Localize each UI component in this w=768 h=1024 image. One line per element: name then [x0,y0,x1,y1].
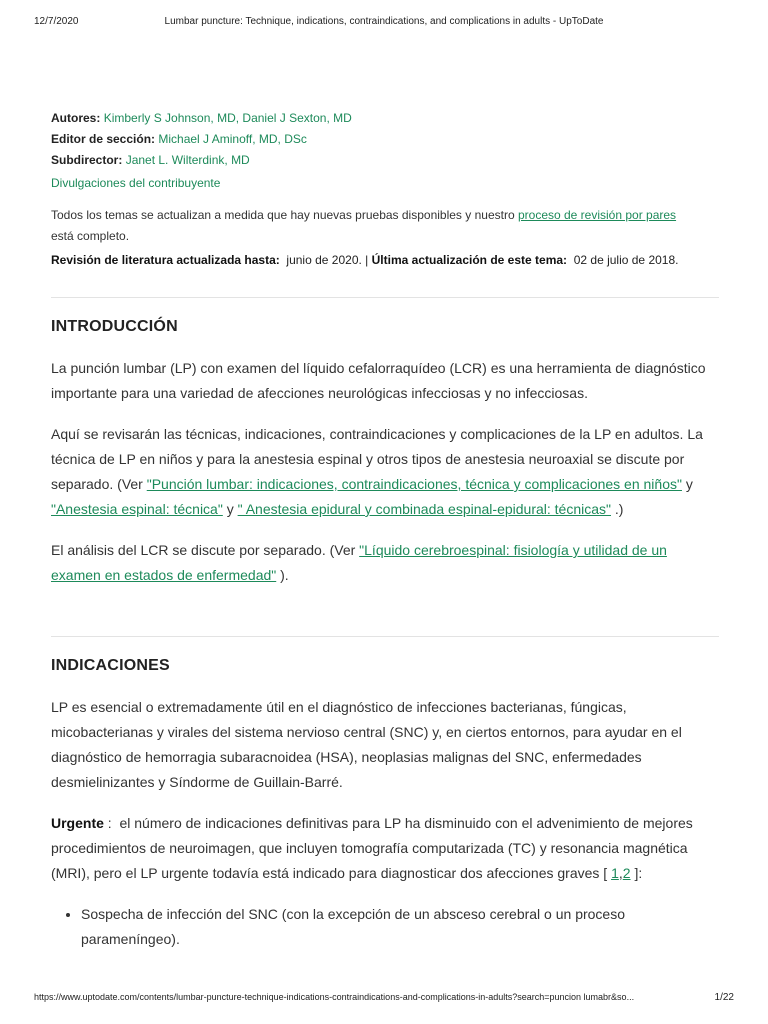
print-footer [34,992,734,1008]
intro-paragraph-2 [51,422,719,522]
print-date: 12/7/2020 [34,16,79,27]
review-dates [51,253,719,267]
last-update-value: 02 de julio de 2018. [573,253,679,267]
urgent-text: el número de indicaciones definitivas para LP ha disminuido con el advenimiento de mejores procedimientos de neuroimagen, que incluyen tomografía computarizada (TC) y resonancia magnética (MRI), pero el LP urgente todavía está indicado para diagnosticar dos afecciones graves [ [51,815,693,881]
page-number: 1/22 [714,992,734,1003]
update-notice [51,205,719,247]
link-csf-physiology[interactable]: "Líquido cerebroespinal: fisiología y utilidad de un examen en estados de enfermedad" [51,542,667,583]
lit-review-value: junio de 2020. [286,253,362,267]
list-item: • Sospecha de infección del SNC (con la excepción de un absceso cerebral o un proceso parameníngeo). [81,902,719,952]
ref-sep: , [618,865,623,881]
intro-p2-end: .) [614,501,624,517]
deputy-editor-label: Subdirector: [51,153,123,167]
indications-list [51,902,719,952]
indications-section [51,657,719,675]
print-header [34,16,734,32]
print-title: Lumbar puncture: Technique, indications, contraindications, and complications in adults - UpToDate [164,16,604,27]
deputy-editor-link[interactable]: Janet L. Wilterdink, MD [125,153,250,167]
intro-heading: INTRODUCCIÓN [51,318,178,335]
reference-link-1[interactable]: 1 [611,865,619,881]
link-epidural-anesthesia[interactable]: " Anestesia epidural y combinada espinal-epidural: técnicas" [237,501,611,517]
divider [51,297,719,298]
indications-body [51,695,719,952]
contributor-disclosures-link[interactable]: Divulgaciones del contribuyente [51,176,221,190]
article-metadata [51,108,719,171]
intro-paragraph-3 [51,538,719,588]
update-text-end: está completo. [51,229,130,243]
authors-link[interactable]: Kimberly S Johnson, MD, Daniel J Sexton, MD [103,111,352,125]
editor-link[interactable]: Michael J Aminoff, MD, DSc [158,132,307,146]
intro-p3-end: ). [280,567,289,583]
last-update-label: Última actualización de este tema: [371,253,568,267]
peer-review-link[interactable]: proceso de revisión por pares [517,208,677,222]
divider [51,636,719,637]
intro-p2-text: Aquí se revisarán las técnicas, indicaciones, contraindicaciones y complicaciones de la LP en adultos. La técnica de LP en niños y para la anestesia espinal y otros tipos de anestesia neuroaxial se discute por separado. (Ver [51,426,703,492]
urgent-end: ]: [634,865,643,881]
conj: y [226,501,234,517]
intro-body [51,356,719,588]
editor-label: Editor de sección: [51,132,156,146]
authors-label: Autores: [51,111,101,125]
indications-heading: INDICACIONES [51,657,170,674]
urgent-paragraph [51,811,719,886]
separator: | [365,253,369,267]
reference-link-2[interactable]: 2 [622,865,631,881]
update-text: Todos los temas se actualizan a medida que hay nuevas pruebas disponibles y nuestro [51,208,515,222]
intro-p3-text: El análisis del LCR se discute por separado. (Ver [51,542,356,558]
urgent-colon: : [103,815,112,831]
urgent-label: Urgente [51,815,104,831]
intro-paragraph-1: La punción lumbar (LP) con examen del líquido cefalorraquídeo (LCR) es una herramienta de diagnóstico importante para una variedad de afecciones neurológicas infecciosas y no infecciosas. [51,360,706,401]
lit-review-label: Revisión de literatura actualizada hasta: [51,253,280,267]
conj: y [685,476,693,492]
print-url: https://www.uptodate.com/contents/lumbar-puncture-technique-indications-contraindications-and-complications-in-adults?search=puncion lumabr&so... [34,992,635,1002]
link-spinal-anesthesia[interactable]: "Anestesia espinal: técnica" [51,501,223,517]
link-lp-children[interactable]: "Punción lumbar: indicaciones, contraindicaciones, técnica y complicaciones en niños" [146,476,682,492]
indications-paragraph-1: LP es esencial o extremadamente útil en el diagnóstico de infecciones bacterianas, fúngicas, micobacterianas y virales del sistema nervioso central (SNC) y, en ciertos entornos, para ayudar en el diagnóstico de hemorragia subaracnoidea (HSA), neoplasias malignas del SNC, enfermedades desmielinizantes y Síndorme de Guillain-Barré. [51,699,682,790]
intro-section [51,318,719,336]
